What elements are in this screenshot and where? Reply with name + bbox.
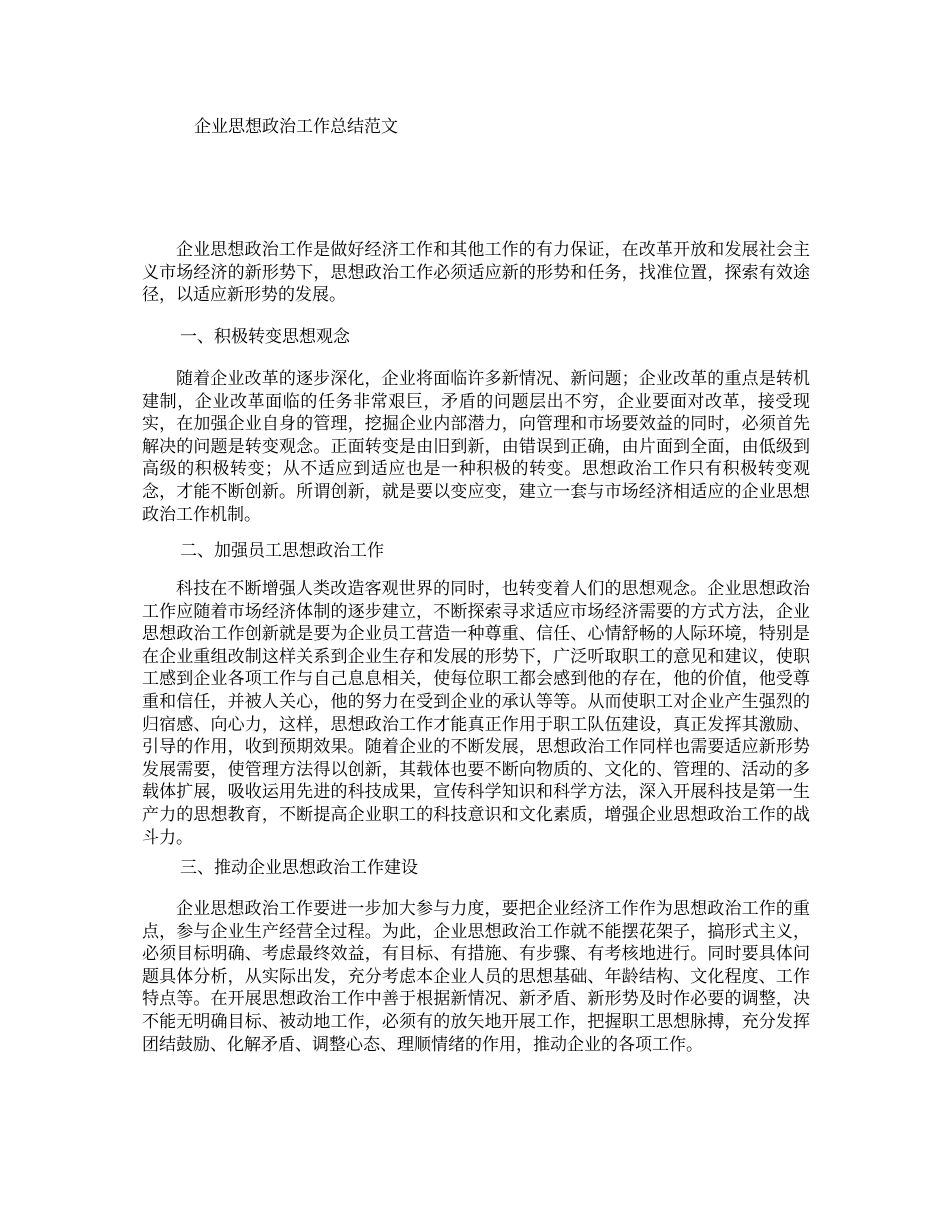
document-title: 企业思想政治工作总结范文: [194, 117, 398, 137]
section-2-paragraph: 科技在不断增强人类改造客观世界的同时，也转变着人们的思想观念。企业思想政治工作应随着市场经济体制的逐步建立，不断探索寻求适应市场经济需要的方式方法，企业思想政治工作创新就是要为企业员工营造一种尊重、信任、心情舒畅的人际环境，特别是在企业重组改制这样关系到企业生存和发展的形势下，广泛听取职工的意见和建议，使职工感到企业各项工作与自己息息相关，使每位职工都会感到他的存在，他的价值，他受尊重和信任，并被人关心，他的努力在受到企业的承认等等。从而使职工对企业产生强烈的归宿感、向心力，这样，思想政治工作才能真正作用于职工队伍建设，真正发挥其激励、引导的作用，收到预期效果。随着企业的不断发展，思想政治工作同样也需要适应新形势发展需要，使管理方法得以创新，其载体也要不断向物质的、文化的、管理的、活动的多载体扩展，吸收运用先进的科技成果，宣传科学知识和科学方法，深入开展科技是第一生产力的思想教育，不断提高企业职工的科技意识和文化素质，增强企业思想政治工作的战斗力。: [142, 579, 810, 848]
intro-paragraph: 企业思想政治工作是做好经济工作和其他工作的有力保证，在改革开放和发展社会主义市场经济的新形势下，思想政治工作必须适应新的形势和任务，找准位置，探索有效途径，以适应新形势的发展。: [142, 240, 810, 306]
section-3-heading: 三、推动企业思想政治工作建设: [180, 858, 418, 878]
section-2-heading: 二、加强员工思想政治工作: [180, 541, 384, 561]
section-1-paragraph: 随着企业改革的逐步深化，企业将面临许多新情况、新问题；企业改革的重点是转机建制，企业改革面临的任务非常艰巨，矛盾的问题层出不穷，企业要面对改革，接受现实，在加强企业自身的管理，挖掘企业内部潜力，向管理和市场要效益的同时，必须首先解决的问题是转变观念。正面转变是由旧到新，由错误到正确，由片面到全面，由低级到高级的积极转变；从不适应到适应也是一种积极的转变。思想政治工作只有积极转变观念，才能不断创新。所谓创新，就是要以变应变，建立一套与市场经济相适应的企业思想政治工作机制。: [142, 369, 810, 525]
section-1-heading: 一、积极转变思想观念: [180, 327, 350, 347]
section-3-paragraph: 企业思想政治工作要进一步加大参与力度，要把企业经济工作作为思想政治工作的重点，参与企业生产经营全过程。为此，企业思想政治工作就不能摆花架子，搞形式主义，必须目标明确、考虑最终效益，有目标、有措施、有步骤、有考核地进行。同时要具体问题具体分析，从实际出发，充分考虑本企业人员的思想基础、年龄结构、文化程度、工作特点等。在开展思想政治工作中善于根据新情况、新矛盾、新形势及时作必要的调整，决不能无明确目标、被动地工作，必须有的放矢地开展工作，把握职工思想脉搏，充分发挥团结鼓励、化解矛盾、调整心态、理顺情绪的作用，推动企业的各项工作。: [142, 899, 810, 1055]
